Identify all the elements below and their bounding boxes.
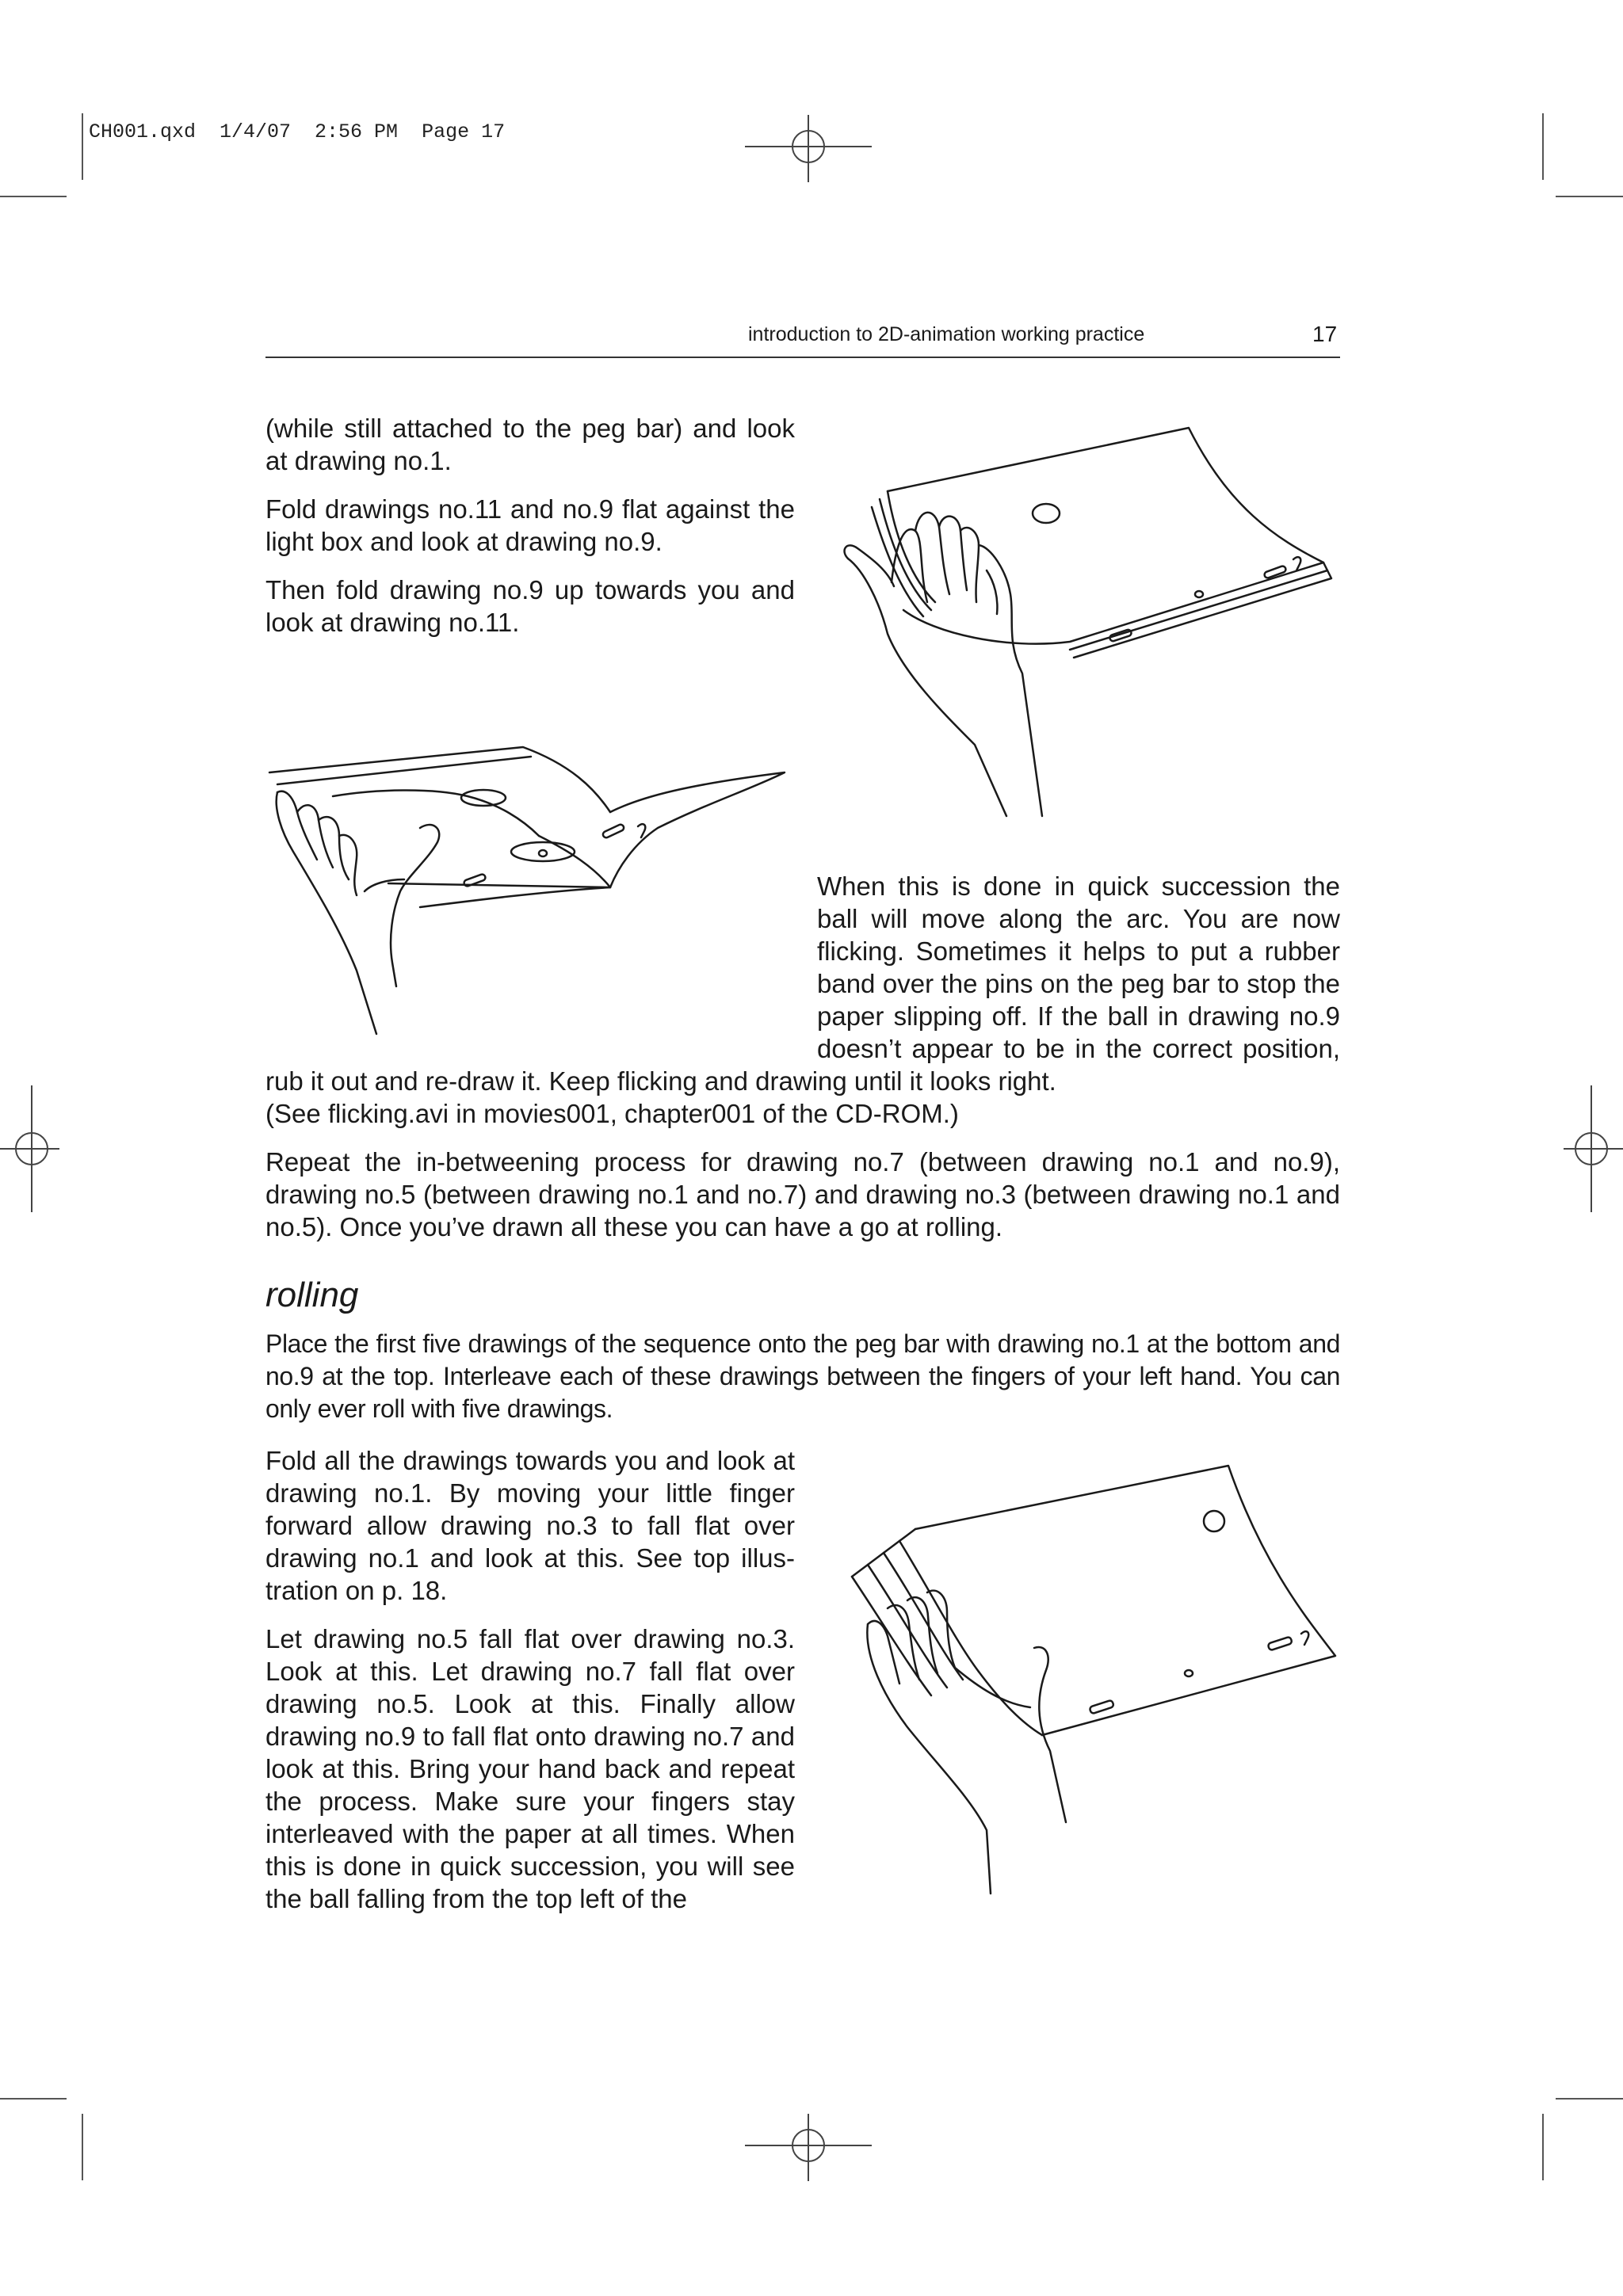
rolling-illustration <box>820 1466 1359 1909</box>
right-column-paragraph <box>817 870 1340 1065</box>
paragraph-6: Place the first five drawings of the sequence onto the peg bar with drawing no.1 at the bottom and no.9 at the top. Interleave each of these drawings between the fingers of your left hand. You can only ever roll with five drawings. <box>265 1329 1340 1423</box>
paragraph-4-line-1: When this is done in quick succession the <box>817 871 1340 901</box>
section-heading-rolling: rolling <box>265 1276 359 1314</box>
rolling-intro <box>265 1328 1340 1425</box>
paragraph-4-line-4: band over the pins on the peg bar to stop the <box>817 969 1340 998</box>
running-header: introduction to 2D-animation working practice <box>748 323 1145 345</box>
printer-slug: CH001.qxd 1/4/07 2:56 PM Page 17 <box>89 120 506 143</box>
paragraph-4-line-5: paper slipping off. If the ball in drawing no.9 <box>817 1001 1340 1031</box>
flicking-illustration-top <box>816 412 1355 824</box>
crop-mark-top-right-h <box>1556 196 1623 197</box>
paragraph-5: Repeat the in-betweening process for drawing no.7 (between drawing no.1 and no.9), drawing no.5 (between drawing no.1 and no.7) and drawing no.3 (between drawing no.1 and no.5). Once you’ve drawn all these you can have a go at rolling. <box>265 1147 1340 1241</box>
paragraph-4-line-3: flicking. Sometimes it helps to put a rubber <box>817 936 1340 966</box>
crop-mark-top-right-v <box>1542 113 1544 180</box>
crop-mark-top-left-v <box>82 113 83 180</box>
paragraph-8: Let drawing no.5 fall flat over drawing no.3. Look at this. Let drawing no.7 fall flat over drawing no.5. Look at this. Finally allow drawing no.9 to fall flat onto drawing no.7 and look at this. Bring your hand back and repeat the process. Make sure your fingers stay interleaved with the paper at all times. When this is done in quick succession, you will see the ball falling from the top left of the <box>265 1624 795 1913</box>
crop-mark-top-left-h <box>0 196 67 197</box>
paragraph-2: Fold drawings no.11 and no.9 flat against the light box and look at drawing no.9. <box>265 494 795 556</box>
crop-mark-bottom-left-h <box>0 2098 67 2100</box>
header-rule <box>265 357 1340 358</box>
registration-mark-bottom <box>737 2114 880 2185</box>
crop-mark-bottom-right-h <box>1556 2098 1623 2100</box>
paragraph-4-line-2: ball will move along the arc. You are now <box>817 904 1340 933</box>
paragraph-4-continued: rub it out and re-draw it. Keep flicking and drawing until it looks right. <box>265 1066 1056 1096</box>
paragraph-7: Fold all the drawings towards you and look at drawing no.1. By moving your little finger forward allow drawing no.3 to fall flat over drawing no.1 and look at this. See top illustration on p. 18. <box>265 1446 795 1605</box>
full-width-text <box>265 1065 1340 1243</box>
flicking-illustration-middle <box>262 741 800 1042</box>
page-number: 17 <box>1312 322 1338 346</box>
crop-mark-bottom-right-v <box>1542 2114 1544 2180</box>
paragraph-1: (while still attached to the peg bar) and look at drawing no.1. <box>265 414 795 475</box>
crop-mark-bottom-left-v <box>82 2114 83 2180</box>
paragraph-3: Then fold drawing no.9 up towards you and look at drawing no.11. <box>265 575 795 637</box>
paragraph-4-line-6: doesn’t appear to be in the correct position, <box>817 1034 1340 1063</box>
registration-mark-top <box>737 115 880 186</box>
left-column-bottom <box>265 1444 795 1915</box>
cd-rom-reference: (See flicking.avi in movies001, chapter001 of the CD-ROM.) <box>265 1099 959 1128</box>
registration-mark-left <box>0 1081 63 1216</box>
registration-mark-right <box>1560 1081 1623 1216</box>
left-column-top <box>265 412 795 639</box>
